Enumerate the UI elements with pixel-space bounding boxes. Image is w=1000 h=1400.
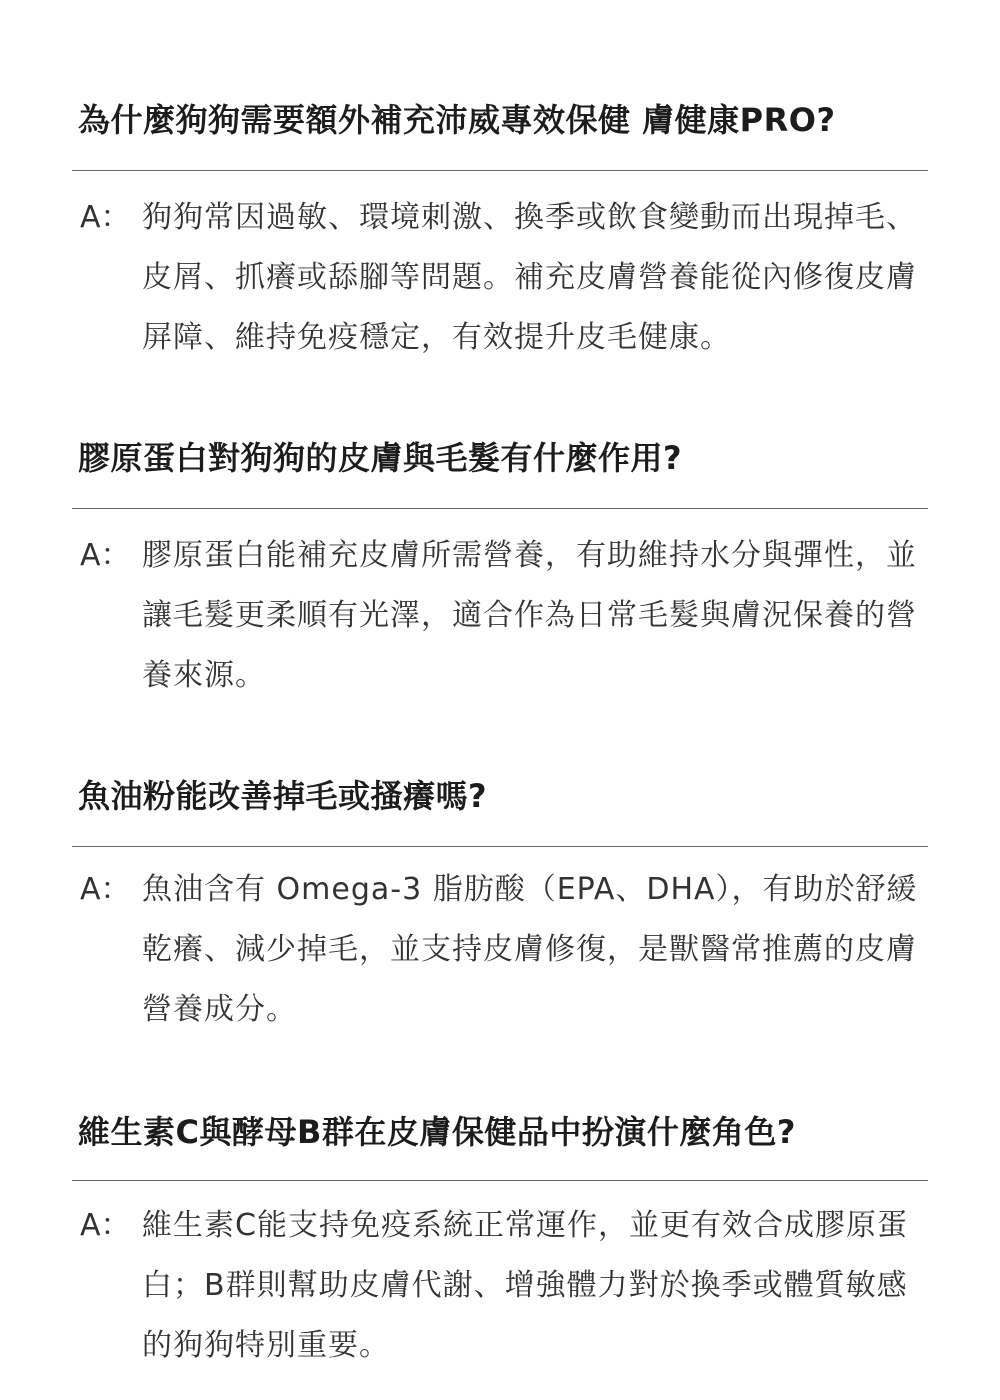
answer-text: 維生素C能支持免疫系統正常運作，並更有效合成膠原蛋白；B群則幫助皮膚代謝、增強體力對於換季或體質敏感的狗狗特別重要。: [142, 1208, 908, 1363]
answer-text: 狗狗常因過敏、環境刺激、換季或飲食變動而出現掉毛、皮屑、抓癢或舔腳等問題。補充皮膚營養能從內修復皮膚屏障、維持免疫穩定，有效提升皮毛健康。: [142, 200, 917, 355]
faq-question: 膠原蛋白對狗狗的皮膚與毛髮有什麼作用?: [78, 439, 683, 477]
faq-divider: [72, 1180, 928, 1181]
faq-divider: [72, 846, 928, 847]
answer-prefix: A：: [80, 538, 131, 573]
faq-question: 魚油粉能改善掉毛或搔癢嗎?: [78, 777, 488, 815]
answer-text: 魚油含有 Omega-3 脂肪酸（EPA、DHA），有助於舒緩乾癢、減少掉毛，並支持皮膚修復，是獸醫常推薦的皮膚營養成分。: [142, 872, 918, 1027]
answer-prefix: A：: [80, 1208, 131, 1243]
faq-question: 維生素C與酵母B群在皮膚保健品中扮演什麼角色?: [78, 1113, 796, 1151]
answer-prefix: A：: [80, 872, 131, 907]
faq-divider: [72, 170, 928, 171]
faq-question: 為什麼狗狗需要額外補充沛威專效保健 膚健康PRO?: [78, 101, 836, 139]
faq-divider: [72, 508, 928, 509]
answer-text: 膠原蛋白能補充皮膚所需營養，有助維持水分與彈性，並讓毛髮更柔順有光澤，適合作為日常毛髮與膚況保養的營養來源。: [142, 538, 917, 693]
answer-prefix: A：: [80, 200, 131, 235]
